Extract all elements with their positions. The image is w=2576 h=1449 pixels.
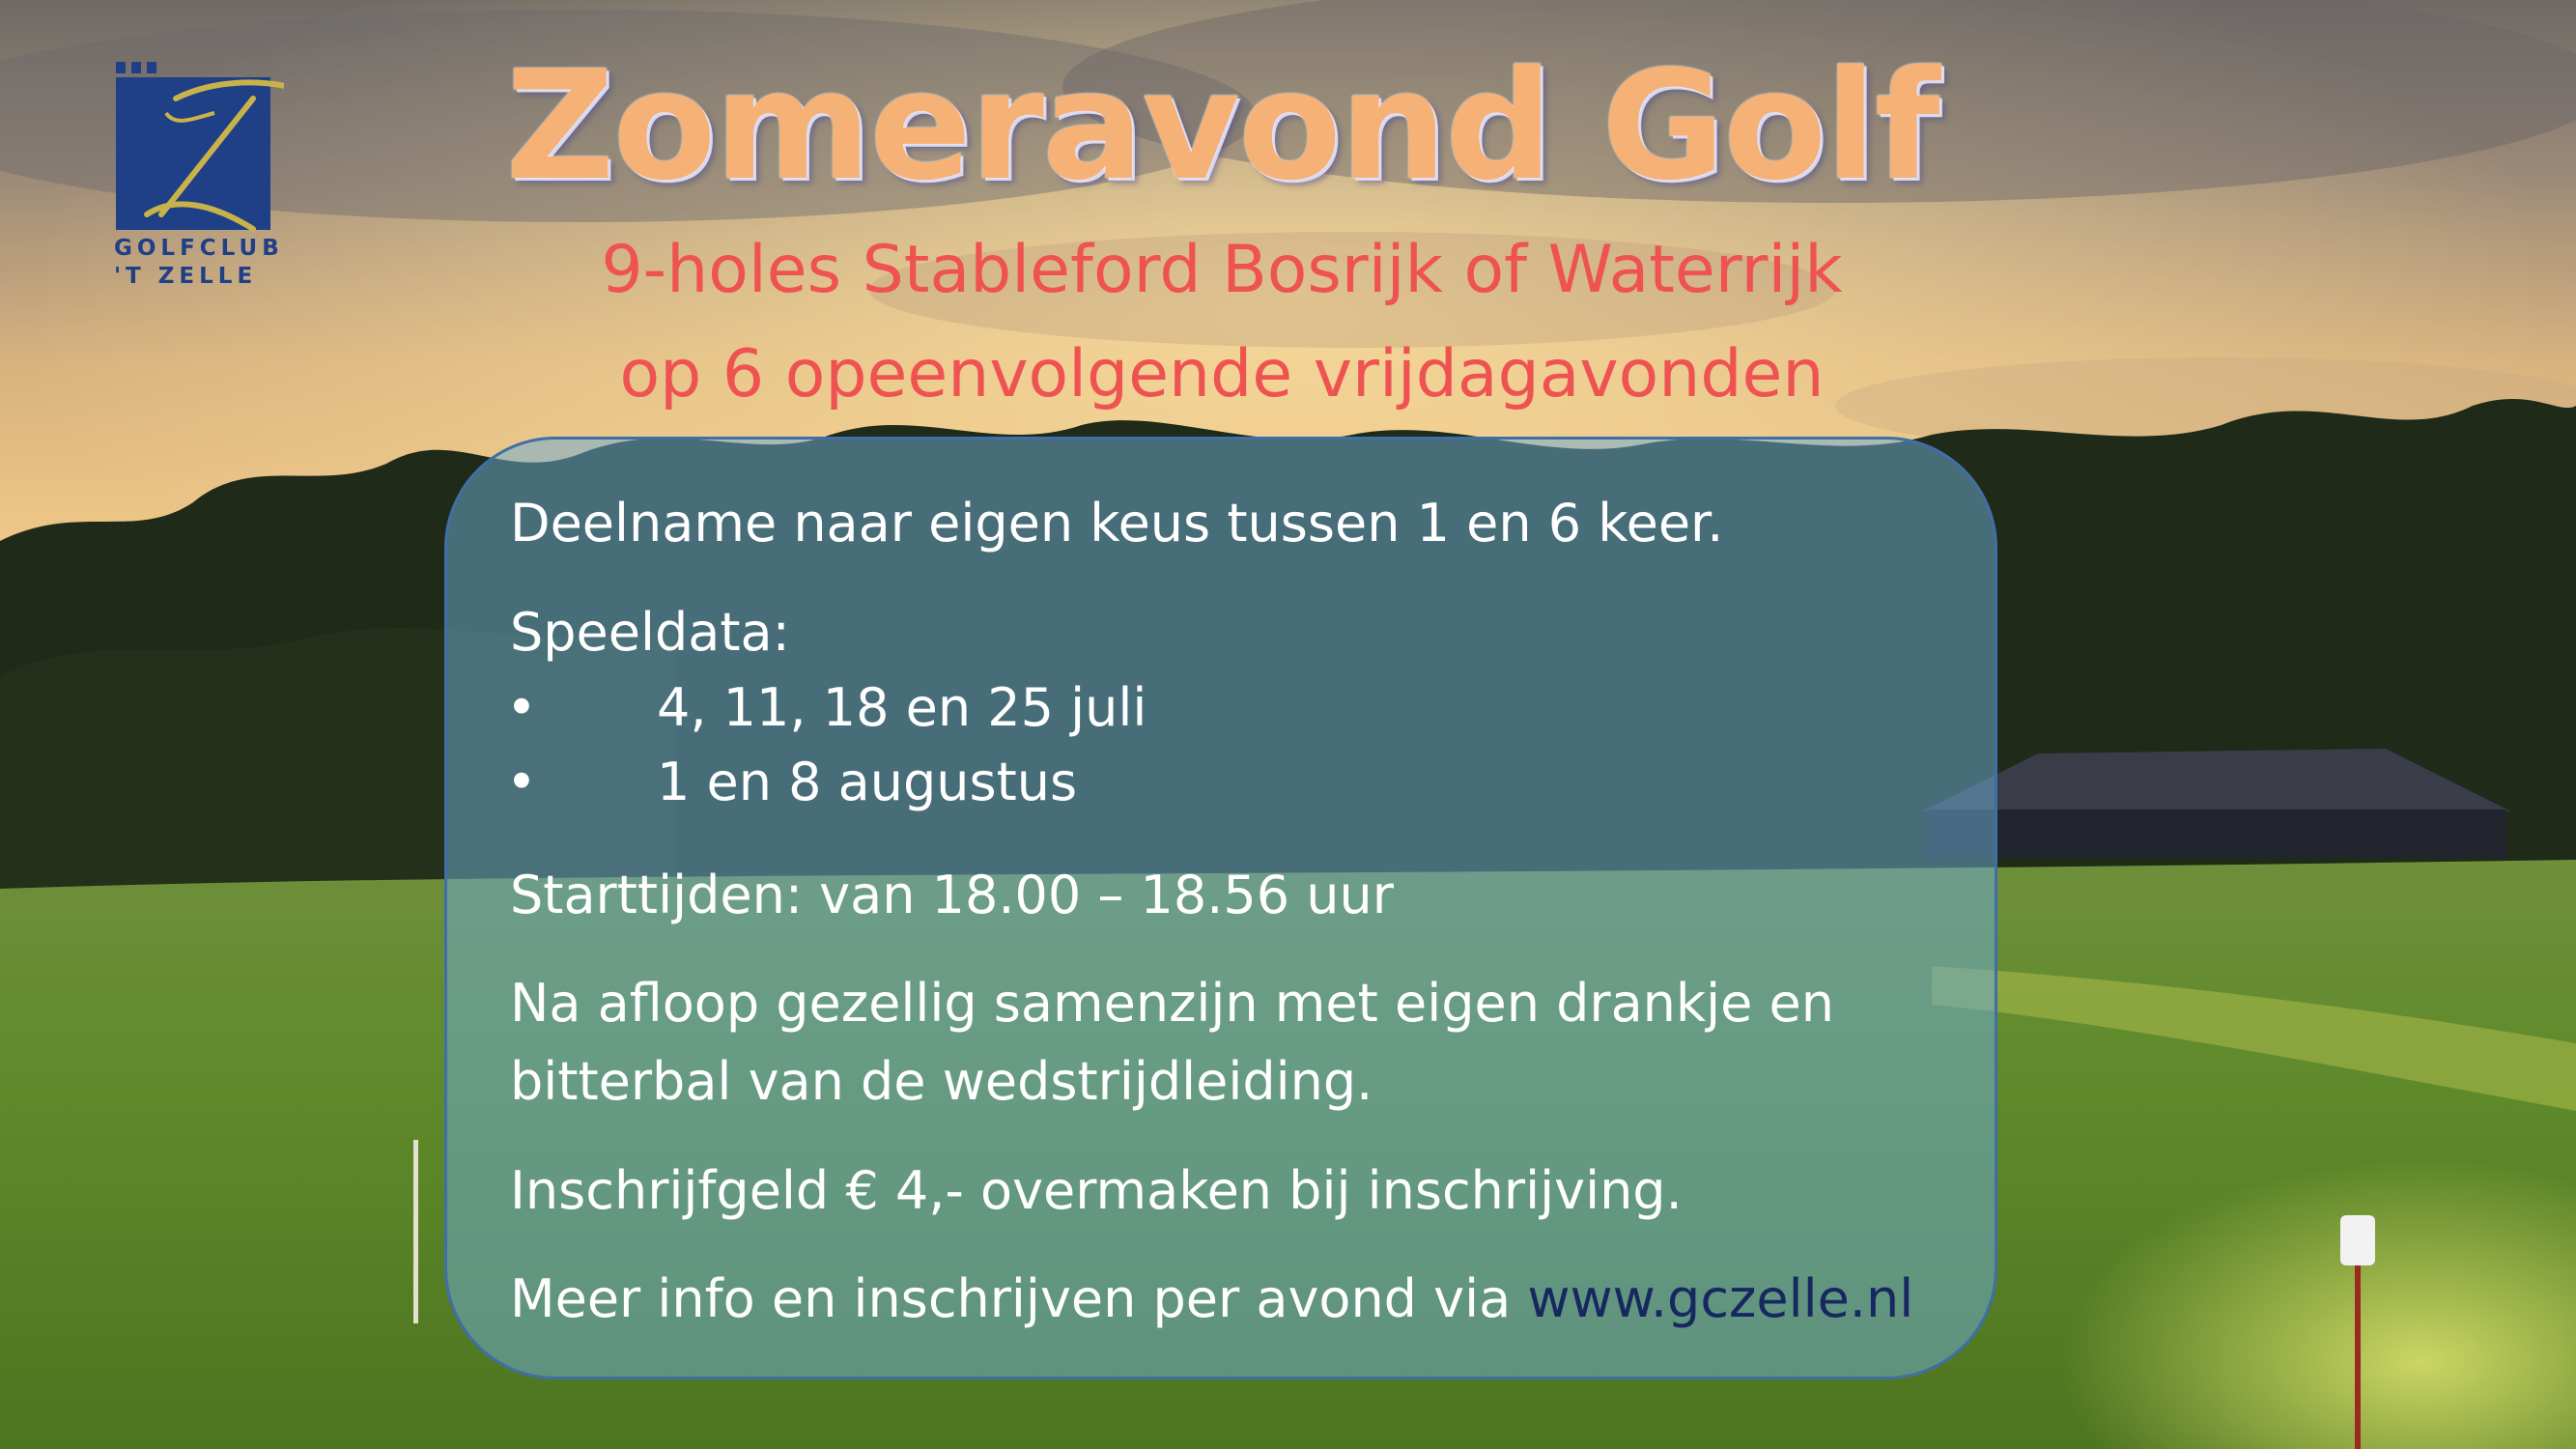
date-item: 1 en 8 augustus	[657, 752, 1078, 812]
more-info-label: Meer info en inschrijven per avond via	[510, 1268, 1528, 1329]
start-times-text: Starttijden: van 18.00 – 18.56 uur	[510, 865, 1394, 925]
website-link[interactable]: www.gczelle.nl	[1527, 1268, 1914, 1329]
subtitle-line2: op 6 opeenvolgende vrijdagavonden	[619, 336, 1825, 412]
dates-heading: Speeldata:	[510, 602, 790, 663]
subtitle-line1: 9-holes Stableford Bosrijk of Waterrijk	[601, 232, 1843, 308]
bullet-icon: •	[506, 752, 537, 812]
page-title: Zomeravond Golf	[505, 38, 1939, 213]
logo-text-line1: GOLFCLUB	[114, 236, 284, 261]
logo-text-line2: 'T ZELLE	[114, 264, 258, 289]
date-item: 4, 11, 18 en 25 juli	[657, 677, 1147, 738]
participation-text: Deelname naar eigen keus tussen 1 en 6 keer.	[510, 493, 1724, 554]
more-info-text	[510, 1265, 1913, 1333]
after-text-line1: Na afloop gezellig samenzijn met eigen drankje en	[510, 973, 1834, 1034]
after-text-line2: bitterbal van de wedstrijdleiding.	[510, 1051, 1373, 1112]
bullet-icon: •	[506, 677, 537, 738]
fee-text: Inschrijfgeld € 4,- overmaken bij inschrijving.	[510, 1160, 1683, 1221]
